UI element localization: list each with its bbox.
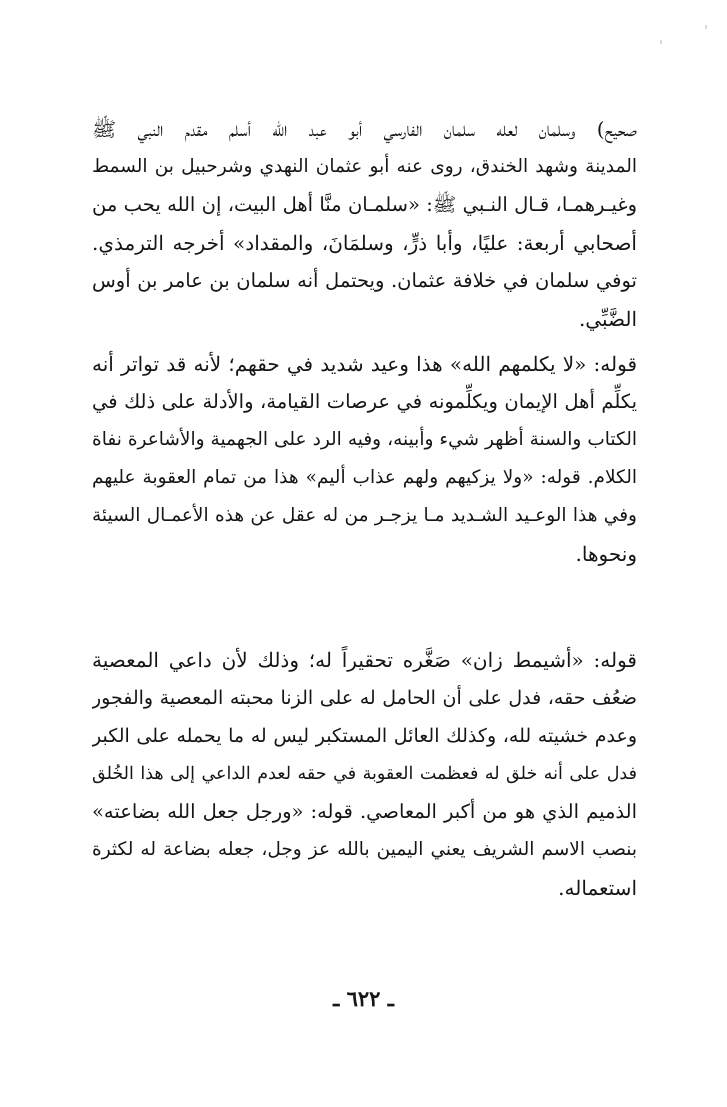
text-line: وفي هذا الوعـيد الشـديد مـا يزجـر من له عقل عن هذه الأعمـال السيئة — [92, 505, 637, 526]
paragraph-la-yukallimuhum — [92, 345, 637, 573]
text-line: وغيـرهمـا، قـال النـبي ﷺ: «سلمـان منَّا أهل البيت، إن الله يحب من — [92, 193, 637, 216]
text-line: توفي سلمان في خلافة عثمان. ويحتمل أنه سلمان بن عامر بن أوس — [92, 269, 637, 292]
text-line: الضَّبِّي. — [578, 307, 637, 331]
text-line: الكلام. قوله: «ولا يزكيهم ولهم عذاب أليم» هذا من تمام العقوبة عليهم — [92, 467, 637, 488]
text-line: صحيح) وسلمان لعله سلمان الفارسي أبو عبد الله أسلم مقدم النبي ﷺ — [92, 117, 637, 141]
text-line: يكلِّم أهل الإيمان ويكلِّمونه في عرصات القيامة، والأدلة على ذلك في — [92, 390, 637, 413]
page-number: ـ ٦٢٢ ـ — [333, 986, 394, 1011]
text-line: أصحابي أربعة: عليًا، وأبا ذرٍّ، وسلمَانَ، والمقداد» أخرجه الترمذي. — [92, 231, 637, 255]
scan-speck — [660, 40, 662, 44]
text-line: فدل على أنه خلق له فعظمت العقوبة في حقه لعدم الداعي إلى هذا الخُلق — [92, 764, 637, 784]
text-line: الكتاب والسنة أظهر شيء وأبينه، وفيه الرد على الجهمية والأشاعرة نفاة — [92, 429, 637, 450]
text-line: ونحوها. — [575, 542, 637, 566]
text-line: استعماله. — [558, 876, 637, 900]
text-line: ضعُف حقه، فدل على أن الحامل له على الزنا محبته المعصية والفجور — [92, 687, 637, 709]
text-line: قوله: «أشيمط زان» صَغَّره تحقيراً له؛ وذلك لأن داعي المعصية — [92, 648, 637, 672]
text-line: بنصب الاسم الشريف يعني اليمين بالله عز وجل، جعله بضاعة له لكثرة — [92, 839, 637, 860]
text-line: قوله: «لا يكلمهم الله» هذا وعيد شديد في حقهم؛ لأنه قد تواتر أنه — [92, 352, 637, 376]
paragraph-salman-note — [92, 110, 637, 338]
scan-speck — [705, 25, 707, 29]
text-line: الذميم الذي هو من أكبر المعاصي. قوله: «ورجل جعل الله بضاعته» — [92, 800, 637, 823]
text-line: وعدم خشيته لله، وكذلك العائل المستكبر ليس له ما يحمله على الكبر — [92, 725, 637, 747]
paragraph-ushaymit-zan — [92, 641, 637, 907]
text-line: المدينة وشهد الخندق، روى عنه أبو عثمان النهدي وشرحبيل بن السمط — [92, 156, 637, 177]
